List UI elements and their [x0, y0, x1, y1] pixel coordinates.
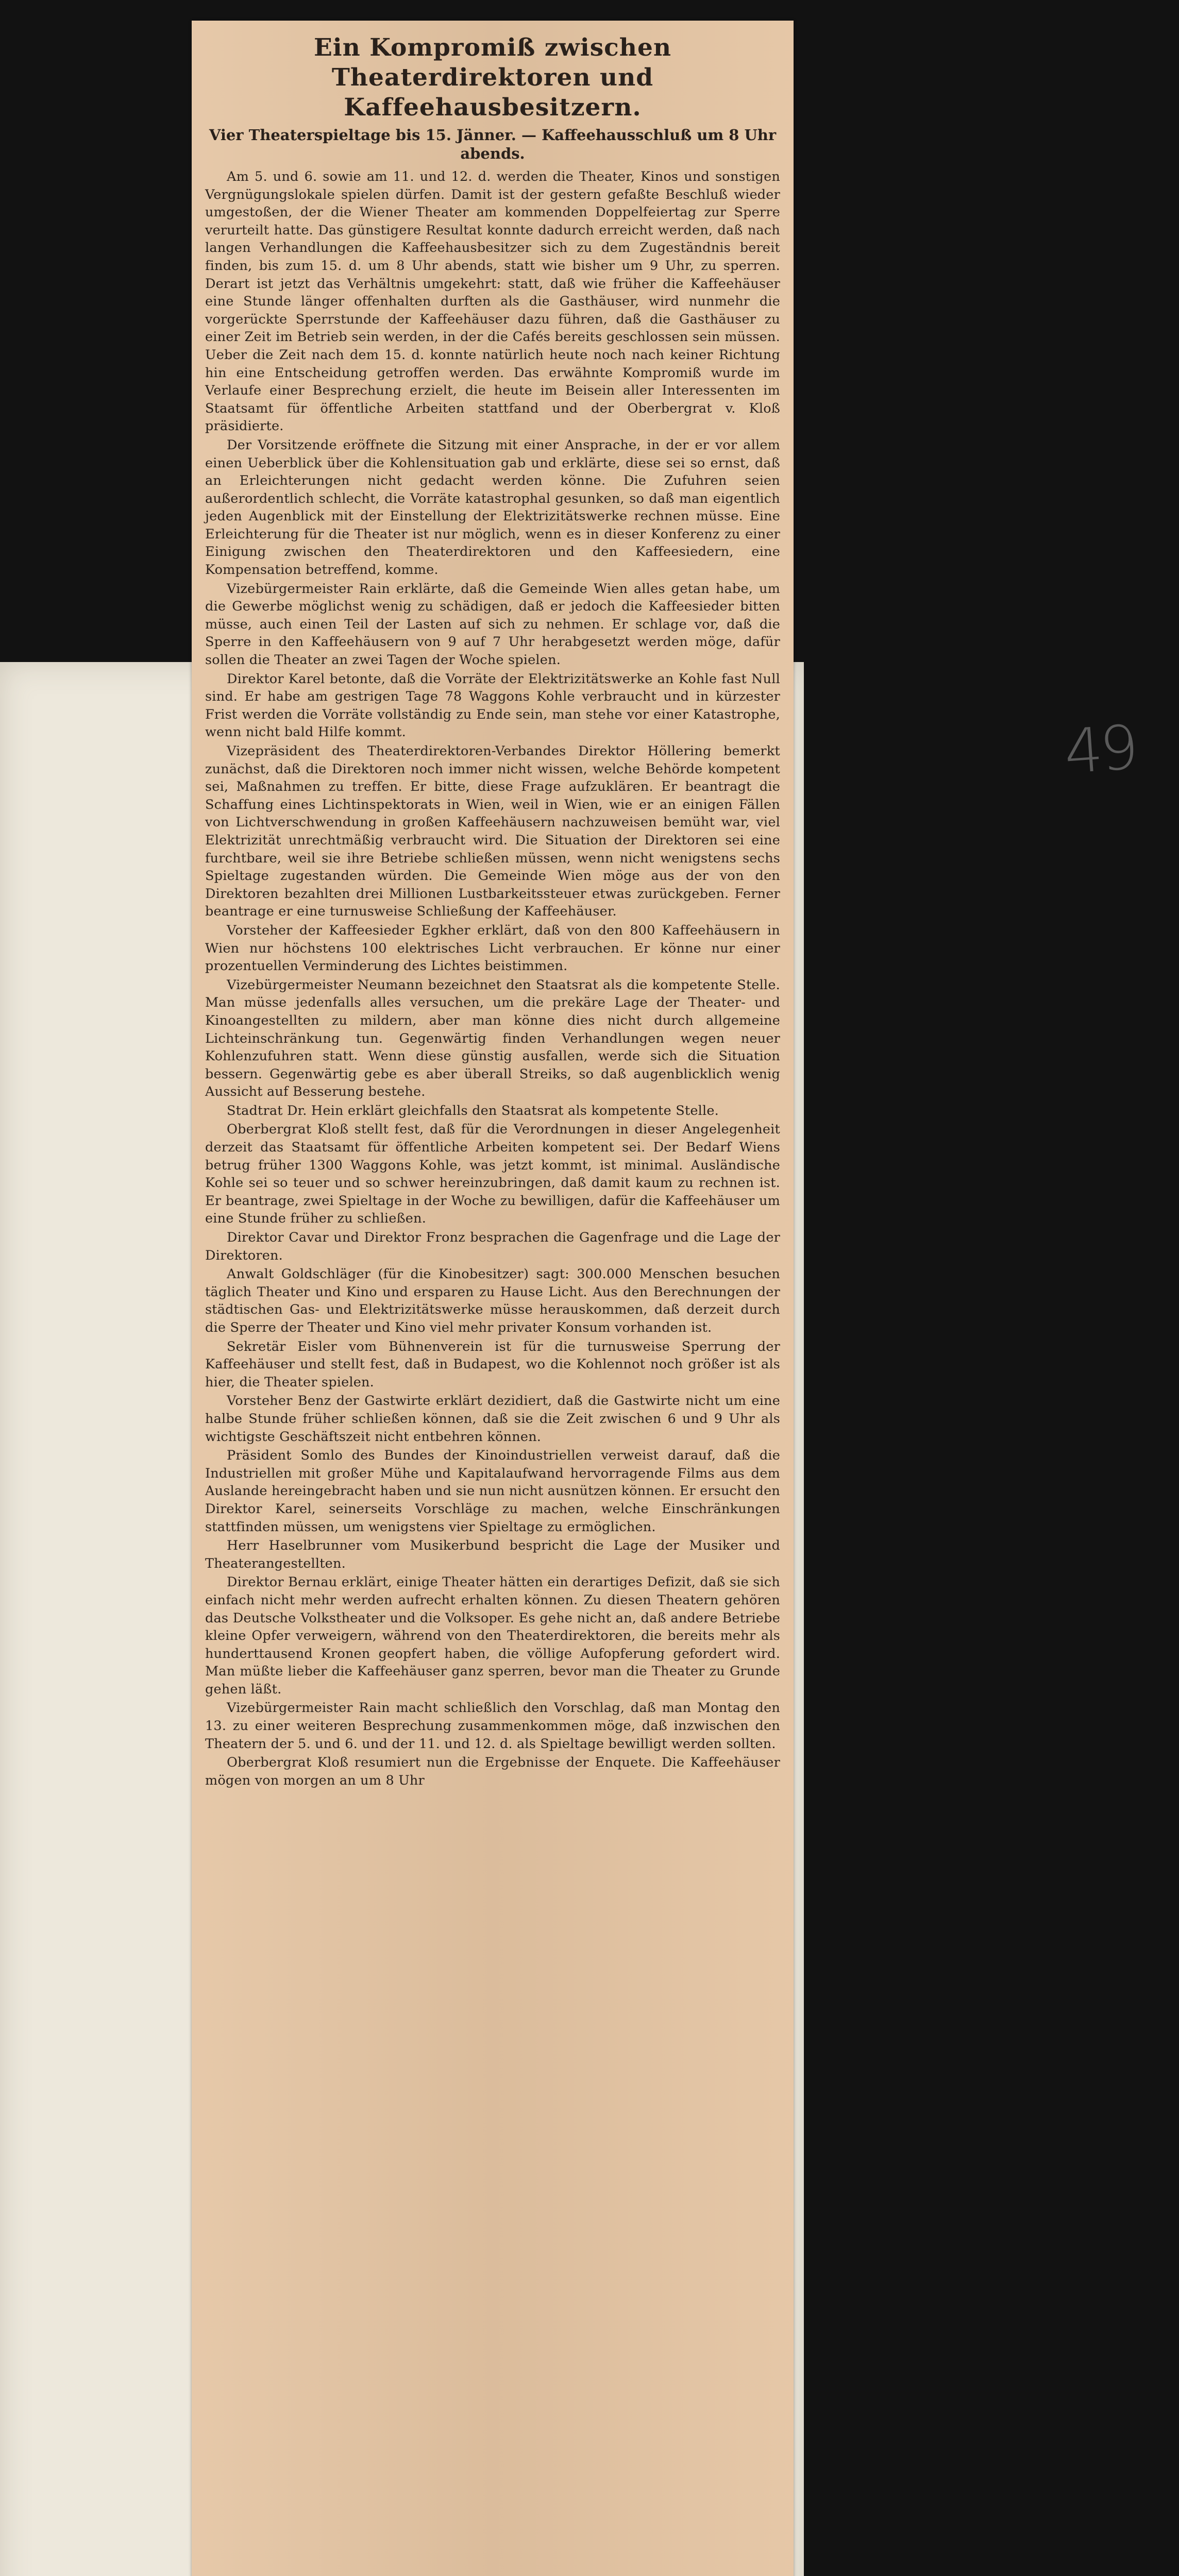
paragraph: Vorsteher Benz der Gastwirte erklärt dezidiert, daß die Gastwirte nicht um eine halbe Stunde früher schließen können, daß sie die Zeit zwischen 6 und 9 Uhr als wichtigste Geschäftszeit nicht entbehren können. — [205, 1393, 780, 1445]
clipping-content — [192, 21, 794, 1789]
article-body — [205, 168, 780, 1789]
paragraph: Stadtrat Dr. Hein erklärt gleichfalls den Staatsrat als kompetente Stelle. — [227, 1103, 719, 1118]
paragraph: Sekretär Eisler vom Bühnenverein ist für die turnusweise Sperrung der Kaffeehäuser und stellt fest, daß in Budapest, wo die Kohlennot noch größer ist als hier, die Theater spielen. — [205, 1338, 780, 1390]
paragraph: Direktor Cavar und Direktor Fronz besprachen die Gagenfrage und die Lage der Direktoren. — [205, 1230, 780, 1263]
paragraph: Vizebürgermeister Rain erklärte, daß die Gemeinde Wien alles getan habe, um die Gewerbe möglichst wenig zu schädigen, daß er jedoch die Kaffeesieder bitten müsse, auch einen Teil der Lasten auf sich zu nehmen. Er schlage vor, daß die Sperre in den Kaffeehäusern von 9 auf 7 Uhr herabgesetzt werden möge, dafür sollen die Theater an zwei Tagen der Woche spielen. — [205, 581, 780, 668]
paragraph: Vizebürgermeister Neumann bezeichnet den Staatsrat als die kompetente Stelle. Man müsse jedenfalls alles versuchen, um die prekäre Lage der Theater- und Kinoangestellten zu mildern, aber man könne dies nicht durch allgemeine Lichteinschränkung tun. Gegenwärtig finden Verhandlungen wegen neuer Kohlenzufuhren statt. Wenn diese günstig ausfallen, werde sich die Situation bessern. Gegenwärtig gebe es aber überall Streiks, so daß augenblicklich wenig Aussicht auf Besserung bestehe. — [205, 977, 780, 1100]
paragraph: Direktor Karel betonte, daß die Vorräte der Elektrizitätswerke an Kohle fast Null sind. Er habe am gestrigen Tage 78 Waggons Kohle verbraucht und in kürzester Frist werden die Vorräte vollständig zu Ende sein, man stehe vor einer Katastrophe, wenn nicht bald Hilfe kommt. — [205, 671, 780, 740]
paragraph: Am 5. und 6. sowie am 11. und 12. d. werden die Theater, Kinos und sonstigen Vergnügungslokale spielen dürfen. Damit ist der gestern gefaßte Beschluß wieder umgestoßen, der die Wiener Theater am kommenden Doppelfeiertag zur Sperre verurteilt hatte. Das günstigere Resultat konnte dadurch erreicht werden, daß nach langen Verhandlungen die Kaffeehausbesitzer sich zu dem Zugeständnis bereit finden, bis zum 15. d. um 8 Uhr abends, statt wie bisher um 9 Uhr, zu sperren. Derart ist jetzt das Verhältnis umgekehrt: statt, daß wie früher die Kaffeehäuser eine Stunde länger offenhalten durften als die Gasthäuser, wird nunmehr die vorgerückte Sperrstunde der Kaffeehäuser dazu führen, daß die Gasthäuser zu einer Zeit im Betrieb sein werden, in der die Cafés bereits geschlossen sein müssen. Ueber die Zeit nach dem 15. d. konnte natürlich heute noch nach keiner Richtung hin eine Entscheidung getroffen werden. Das erwähnte Kompromiß wurde im Verlaufe einer Besprechung erzielt, die heute im Beisein aller Interessenten im Staatsamt für öffentliche Arbeiten stattfand und der Oberbergrat v. Kloß präsidierte. — [205, 169, 780, 434]
page-number: 49 — [1062, 711, 1138, 788]
paragraph: Präsident Somlo des Bundes der Kinoindustriellen verweist darauf, daß die Industriellen mit großer Mühe und Kapitalaufwand hervorragende Films aus dem Auslande hereingebracht haben und sie nun nicht ausnützen können. Er ersucht den Direktor Karel, seinerseits Vorschläge zu machen, welche Einschränkungen stattfinden müssen, um wenigstens vier Spieltage zu ermöglichen. — [205, 1448, 780, 1535]
article-headline: Ein Kompromiß zwischen Theaterdirektoren und Kaffeehausbesitzern. — [313, 33, 672, 122]
paragraph: Vizepräsident des Theaterdirektoren-Verbandes Direktor Höllering bemerkt zunächst, daß die Direktoren noch immer nicht wissen, welche Behörde kompetent sei, Maßnahmen zu treffen. Er bitte, diese Frage aufzuklären. Er beantragt die Schaffung eines Lichtinspektorats in Wien, weil in Wien, wie er an einigen Fällen von Lichtverschwendung in großen Kaffeehäusern nachzuweisen bemüht war, viel Elektrizität unrechtmäßig verbraucht wird. Die Situation der Direktoren sei eine furchtbare, weil sie ihre Betriebe schließen müssen, wenn nicht wenigstens sechs Spieltage zugestanden würden. Die Gemeinde Wien möge aus der von den Direktoren bezahlten drei Millionen Lustbarkeitssteuer etwas zurückgeben. Ferner beantrage er eine turnusweise Schließung der Kaffeehäuser. — [205, 743, 780, 920]
newspaper-clipping — [192, 21, 794, 2576]
article-subheadline: Vier Theaterspieltage bis 15. Jänner. — Kaffeehausschluß um 8 Uhr abends. — [209, 126, 777, 162]
paragraph: Oberbergrat Kloß resumiert nun die Ergebnisse der Enquete. Die Kaffeehäuser mögen von morgen an um 8 Uhr — [205, 1755, 780, 1788]
paragraph: Anwalt Goldschläger (für die Kinobesitzer) sagt: 300.000 Menschen besuchen täglich Theater und Kino und ersparen zu Hause Licht. Aus den Berechnungen der städtischen Gas- und Elektrizitätswerke müsse herauskommen, daß derzeit durch die Sperre der Theater und Kino viel mehr privater Konsum vorhanden ist. — [205, 1266, 780, 1335]
paragraph: Vizebürgermeister Rain macht schließlich den Vorschlag, daß man Montag den 13. zu einer weiteren Besprechung zusammenkommen möge, daß inzwischen den Theatern der 5. und 6. und der 11. und 12. d. als Spieltage bewilligt werden sollten. — [205, 1700, 780, 1752]
paragraph: Direktor Bernau erklärt, einige Theater hätten ein derartiges Defizit, daß sie sich einfach nicht mehr werden aufrecht erhalten können. Zu diesen Theatern gehören das Deutsche Volkstheater und die Volksoper. Es gehe nicht an, daß andere Betriebe kleine Opfer verweigern, während von den Theaterdirektoren, die bereits mehr als hunderttausend Kronen geopfert haben, die völlige Aufopferung gefordert wird. Man müßte lieber die Kaffeehäuser ganz sperren, bevor man die Theater zu Grunde gehen läßt. — [205, 1574, 780, 1697]
paragraph: Oberbergrat Kloß stellt fest, daß für die Verordnungen in dieser Angelegenheit derzeit das Staatsamt für öffentliche Arbeiten kompetent sei. Der Bedarf Wiens betrug früher 1300 Waggons Kohle, was jetzt kommt, ist minimal. Ausländische Kohle sei so teuer und so schwer hereinzubringen, daß damit kaum zu rechnen ist. Er beantrage, zwei Spieltage in der Woche zu bewilligen, dafür die Kaffeehäuser um eine Stunde früher zu schließen. — [205, 1122, 780, 1227]
paragraph: Vorsteher der Kaffeesieder Egkher erklärt, daß von den 800 Kaffeehäusern in Wien nur höchstens 100 elektrisches Licht verbrauchen. Er könne nur einer prozentuellen Verminderung des Lichtes beistimmen. — [205, 922, 780, 974]
paragraph: Der Vorsitzende eröffnete die Sitzung mit einer Ansprache, in der er vor allem einen Ueberblick über die Kohlensituation gab und erklärte, diese sei so ernst, daß an Erleichterungen nicht gedacht werden könne. Die Zufuhren seien außerordentlich schlecht, die Vorräte katastrophal gesunken, so daß man eigentlich jeden Augenblick mit der Einstellung der Elektrizitätswerke rechnen müsse. Eine Erleichterung für die Theater ist nur möglich, wenn es in dieser Konferenz zu einer Einigung zwischen den Theaterdirektoren und den Kaffeesiedern, eine Kompensation betreffend, komme. — [205, 437, 780, 578]
paragraph: Herr Haselbrunner vom Musikerbund bespricht die Lage der Musiker und Theaterangestellten. — [205, 1538, 780, 1571]
